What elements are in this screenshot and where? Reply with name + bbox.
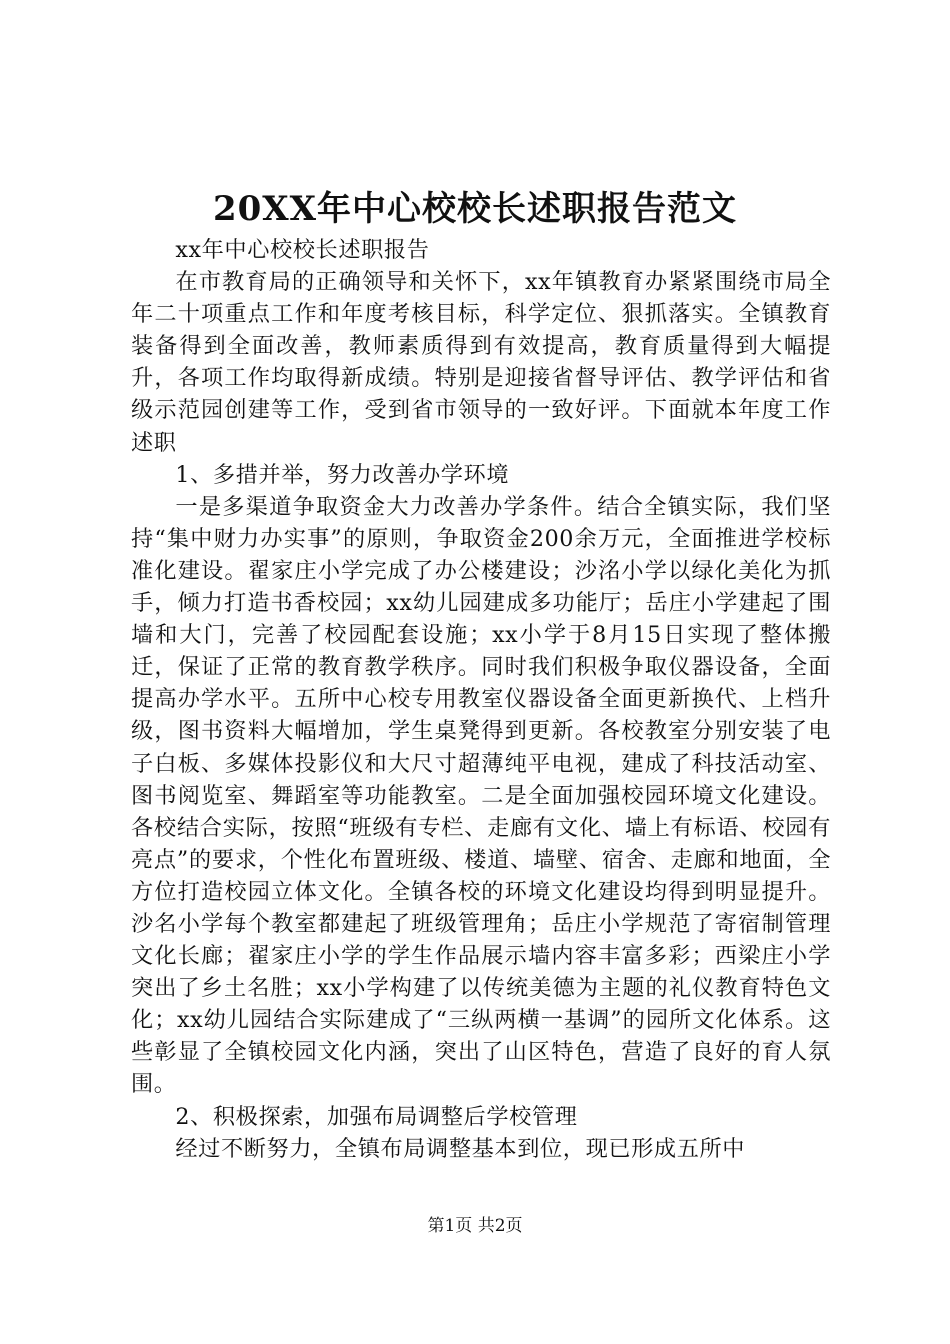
paragraph-section-1: 一是多渠道争取资金大力改善办学条件。结合全镇实际，我们坚持“集中财力办实事”的原则，争取资金200余万元，全面推进学校标准化建设。翟家庄小学完成了办公楼建设；沙洺小学以绿化美化为抓手，倾力打造书香校园；xx幼儿园建成多功能厅；岳庄小学建起了围墙和大门，完善了校园配套设施；xx小学于8月15日实现了整体搬迁，保证了正常的教育教学秩序。同时我们积极争取仪器设备，全面提高办学水平。五所中心校专用教室仪器设备全面更新换代、上档升级，图书资料大幅增加，学生桌凳得到更新。各校教室分别安装了电子白板、多媒体投影仪和大尺寸超薄纯平电视，建成了科技活动室、图书阅览室、舞蹈室等功能教室。二是全面加强校园环境文化建设。各校结合实际，按照“班级有专栏、走廊有文化、墙上有标语、校园有亮点”的要求，个性化布置班级、楼道、墙壁、宿舍、走廊和地面，全方位打造校园立体文化。全镇各校的环境文化建设均得到明显提升。沙名小学每个教室都建起了班级管理角；岳庄小学规范了寄宿制管理文化长廊；翟家庄小学的学生作品展示墙内容丰富多彩；西梁庄小学突出了乡土名胜；xx小学构建了以传统美德为主题的礼仪教育特色文化；xx幼儿园结合实际建成了“三纵两横一基调”的园所文化体系。这些彰显了全镇校园文化内涵，突出了山区特色，营造了良好的育人氛围。 (131, 493, 831, 1098)
document-body (131, 234, 831, 1165)
paragraph-intro: 在市教育局的正确领导和关怀下，xx年镇教育办紧紧围绕市局全年二十项重点工作和年度考核目标，科学定位、狠抓落实。全镇教育装备得到全面改善，教师素质得到有效提高，教育质量得到大幅提升，各项工作均取得新成绩。特别是迎接省督导评估、教学评估和省级示范园创建等工作，受到省市领导的一致好评。下面就本年度工作述职 (131, 269, 831, 456)
section-heading-1: 1、多措并举，努力改善办学环境 (175, 461, 510, 488)
page-footer: 第1页 共2页 (427, 1216, 523, 1236)
section-heading-2: 2、积极探索，加强布局调整后学校管理 (175, 1103, 578, 1130)
report-subtitle: xx年中心校校长述职报告 (175, 237, 430, 263)
document-title: 20XX年中心校校长述职报告范文 (212, 189, 738, 229)
paragraph-section-2: 经过不断努力，全镇布局调整基本到位，现已形成五所中 (175, 1135, 746, 1162)
